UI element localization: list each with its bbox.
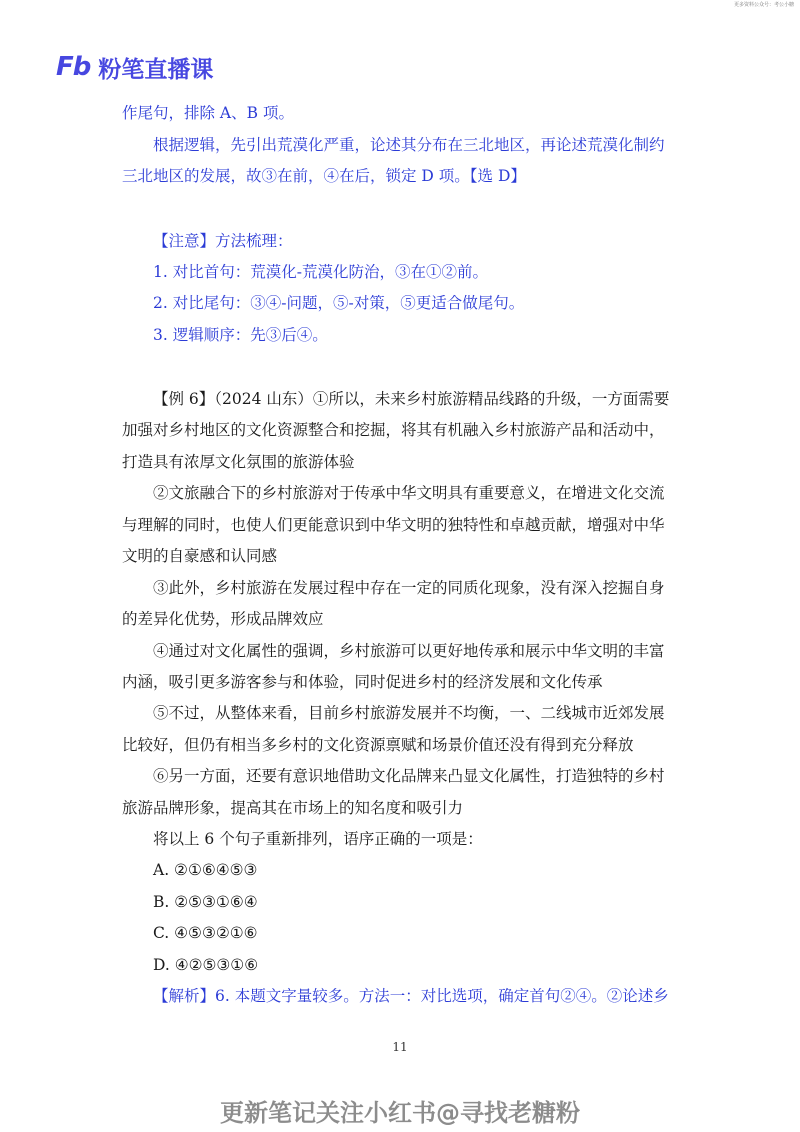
watermark-text: 更新笔记关注小红书@寻找老糖粉 xyxy=(220,1099,580,1127)
text-line: D. ④②⑤③①⑥ xyxy=(153,956,259,974)
text-line: B. ②⑤③①⑥④ xyxy=(153,893,258,911)
text-line: 【注意】方法梳理： xyxy=(153,232,293,250)
text-line: C. ④⑤③②①⑥ xyxy=(153,924,258,942)
brand-logo xyxy=(56,52,213,82)
text-line: 2. 对比尾句：③④-问题，⑤-对策，⑤更适合做尾句。 xyxy=(153,294,525,312)
text-line: 文明的自豪感和认同感 xyxy=(122,547,278,565)
text-line: ③此外，乡村旅游在发展过程中存在一定的同质化现象，没有深入挖掘自身 xyxy=(153,579,665,597)
text-line: 的差异化优势，形成品牌效应 xyxy=(122,610,324,628)
text-line: 根据逻辑，先引出荒漠化严重，论述其分布在三北地区，再论述荒漠化制约 xyxy=(153,136,665,154)
text-line: 作尾句，排除 A、B 项。 xyxy=(122,104,294,122)
top-note: 更多资料公众号：考公小糖 xyxy=(733,2,794,8)
text-line: A. ②①⑥④⑤③ xyxy=(153,861,258,879)
text-line: 比较好，但仍有相当多乡村的文化资源禀赋和场景价值还没有得到充分释放 xyxy=(122,736,634,754)
text-line: ②文旅融合下的乡村旅游对于传承中华文明具有重要意义，在增进文化交流 xyxy=(153,484,665,502)
logo-mark: Fb xyxy=(56,52,91,82)
page-number: 11 xyxy=(392,1040,408,1054)
text-line: 与理解的同时，也使人们更能意识到中华文明的独特性和卓越贡献，增强对中华 xyxy=(122,516,665,534)
text-line: 【解析】6. 本题文字量较多。方法一：对比选项，确定首句②④。②论述乡 xyxy=(153,987,669,1005)
text-line: 将以上 6 个句子重新排列，语序正确的一项是： xyxy=(153,830,483,848)
text-line: 【例 6】（2024 山东）①所以，未来乡村旅游精品线路的升级，一方面需要 xyxy=(153,390,670,408)
text-line: 旅游品牌形象，提高其在市场上的知名度和吸引力 xyxy=(122,799,464,817)
text-line: ⑥另一方面，还要有意识地借助文化品牌来凸显文化属性，打造独特的乡村 xyxy=(153,767,665,785)
text-line: 1. 对比首句：荒漠化-荒漠化防治，③在①②前。 xyxy=(153,263,488,281)
text-line: 内涵，吸引更多游客参与和体验，同时促进乡村的经济发展和文化传承 xyxy=(122,673,603,691)
text-line: ④通过对文化属性的强调，乡村旅游可以更好地传承和展示中华文明的丰富 xyxy=(153,642,665,660)
text-line: 加强对乡村地区的文化资源整合和挖掘，将其有机融入乡村旅游产品和活动中， xyxy=(122,421,665,439)
text-line: 打造具有浓厚文化氛围的旅游体验 xyxy=(122,453,355,471)
text-line: ⑤不过，从整体来看，目前乡村旅游发展并不均衡，一、二线城市近郊发展 xyxy=(153,704,665,722)
logo-text: 粉笔直播课 xyxy=(98,56,214,83)
text-line: 三北地区的发展，故③在前，④在后，锁定 D 项。【选 D】 xyxy=(122,167,526,185)
text-line: 3. 逻辑顺序：先③后④。 xyxy=(153,326,328,344)
